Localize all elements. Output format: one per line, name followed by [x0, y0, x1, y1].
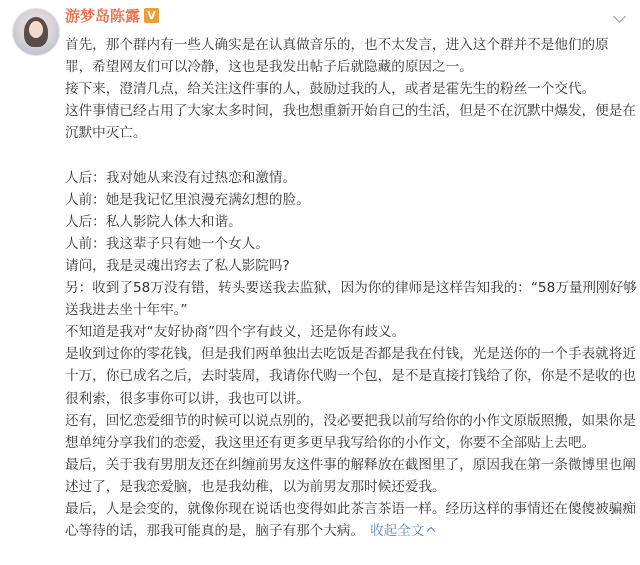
post-text: 沉默中灭亡。 [65, 125, 147, 142]
post-text: 心等待的话，那我可能真的是，脑子有那个大病。 [65, 523, 365, 540]
post-text-line [65, 520, 630, 542]
post-text-line [65, 167, 630, 189]
post-text: 请问，我是灵魂出窍去了私人影院吗? [65, 257, 290, 274]
post-text: 首先，那个群内有一些人确实是在认真做音乐的，也不太发言，进入这个群并不是他们的原 [65, 37, 609, 53]
post-text: 还有，回忆恋爱细节的时候可以说点别的，没必要把我以前写给你的小作文原版照搬，如果你是 [65, 412, 636, 429]
post-text-line [65, 78, 630, 100]
post-text-line [65, 343, 636, 365]
post-text-line [65, 365, 636, 387]
post-text-line [65, 299, 630, 321]
post-text: 十万，你已成名之后，去时装周，我请你代购一个包，是不是直接打钱给了你，你是不是收的也 [65, 368, 636, 385]
post-text-line [65, 388, 630, 410]
post-text: 最后，关于我有男朋友还在纠缠前男友这件事的解释放在截图里了，原因我在第一条微博里也阐 [65, 456, 636, 473]
post-text: 最后，人是会变的，就像你现在说话也变得如此茶言茶语一样。经历这样的事情还在傻傻被骗痴 [65, 500, 636, 517]
post-text: 另：收到了58万没有错，转头要送我去监狱，因为你的律师是这样告知我的：“58万量刑刚好够 [65, 280, 637, 297]
post-text-line [65, 255, 630, 277]
post-text-line [65, 476, 630, 498]
collapse-full-text-link[interactable] [370, 523, 434, 539]
post-text: 接下来，澄清几点，给关注这件事的人，鼓励过我的人，或者是霍先生的粉丝一个交代。 [65, 81, 596, 98]
chevron-down-icon[interactable] [613, 10, 626, 23]
post-text: 送我进去坐十年牢。” [65, 302, 188, 319]
post-text-line [65, 432, 630, 454]
verified-badge-icon: V [144, 8, 159, 23]
post-text: 想单纯分享我们的恋爱，我这里还有更多更早我写给你的小作文，你要不全部贴上去吧。 [65, 434, 596, 451]
post-text-line [65, 100, 636, 122]
post-text-line [65, 122, 630, 144]
post-text-line [65, 498, 636, 520]
post-text-line [65, 56, 630, 78]
post-text-line [65, 189, 630, 211]
post-text: 述过了，是我恋爱脑，也是我幼稚，以为前男友那时候还爱我。 [65, 478, 446, 495]
post-text: 罪，希望网友们可以冷静，这也是我发出帖子后就隐藏的原因之一。 [65, 59, 473, 76]
post-text: 人后：我对她从来没有过热恋和激情。 [65, 169, 297, 186]
post-text: 人前：我这辈子只有她一个女人。 [65, 235, 269, 252]
post-text-line [65, 454, 636, 476]
avatar[interactable] [12, 8, 60, 56]
author-name[interactable]: 游梦岛陈露 [65, 7, 141, 25]
post-text-line [65, 410, 636, 432]
post-text-line [65, 211, 630, 233]
post-text-line [65, 144, 630, 166]
post-text: 人前：她是我记忆里浪漫充满幻想的脸。 [65, 191, 310, 208]
post-body [65, 34, 637, 542]
author-name-row [65, 5, 159, 26]
post-text-line [65, 277, 637, 299]
post-text: 不知道是我对“友好协商”四个字有歧义，还是你有歧义。 [65, 324, 406, 341]
post-text: 人后：私人影院人体大和谐。 [65, 213, 242, 230]
post-text-line [65, 233, 630, 255]
post-text-line [65, 34, 630, 56]
post-text: 是收到过你的零花钱，但是我们两单独出去吃饭是否都是我在付钱，光是送你的一个手表就将近 [65, 346, 636, 363]
post-text: 这件事情已经占用了大家太多时间，我也想重新开始自己的生活，但是不在沉默中爆发，便是在 [65, 103, 636, 120]
collapse-label: 收起全文 [370, 523, 425, 540]
chevron-up-icon [427, 527, 435, 535]
post-text-line [65, 321, 630, 343]
post-text: 很利索，很多事你可以讲，我也可以讲。 [65, 390, 310, 407]
